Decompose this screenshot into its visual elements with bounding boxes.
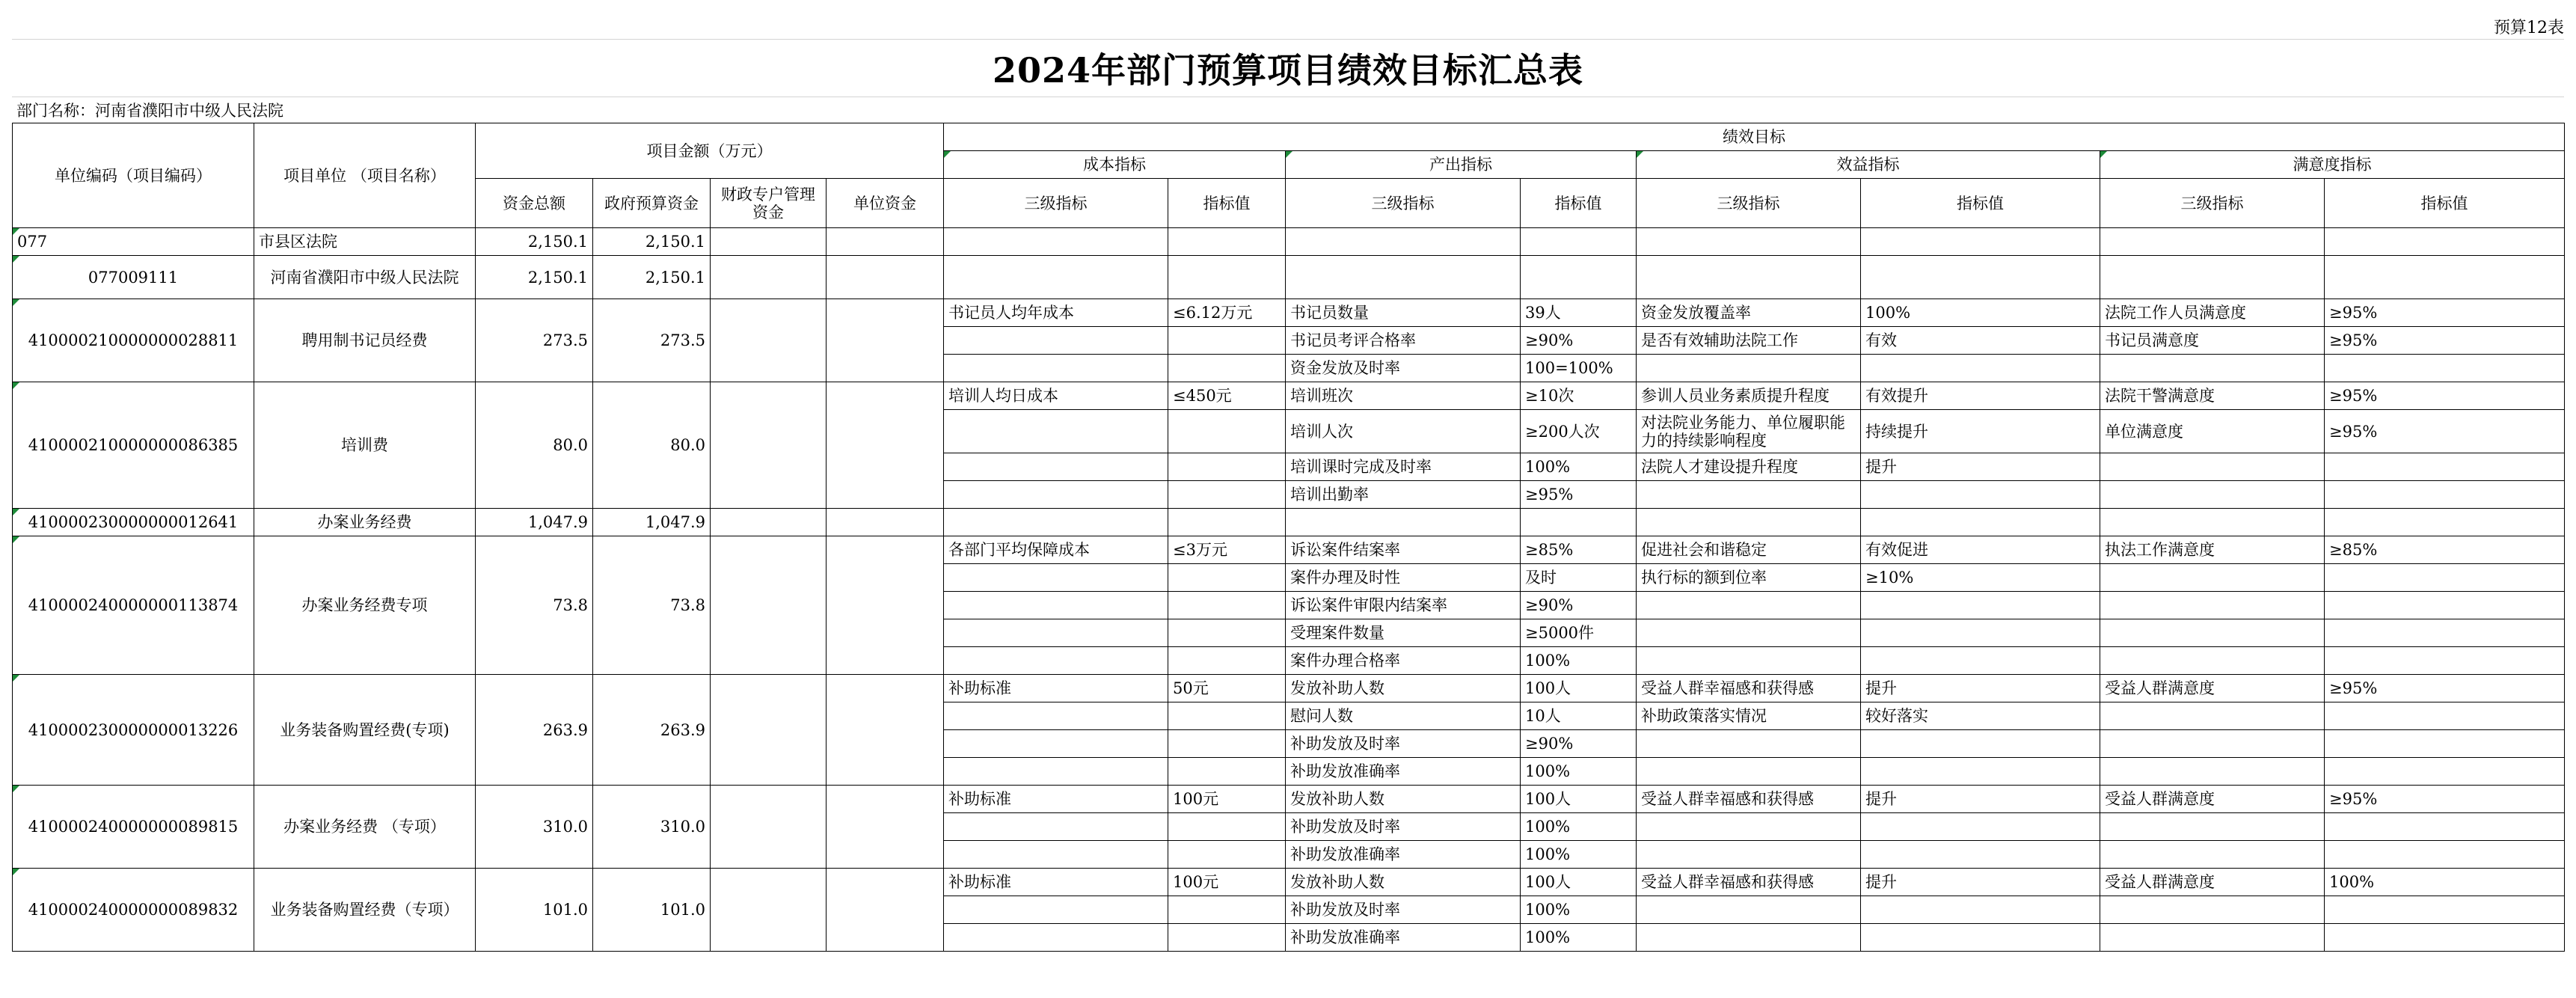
- header-cost-value: 指标值: [1168, 179, 1286, 228]
- indicator-benefit-l3: [1637, 592, 1861, 619]
- indicator-sat-value: ≥85%: [2325, 536, 2565, 564]
- unit-funds-cell: [827, 869, 944, 952]
- total-amount-cell: 101.0: [476, 869, 593, 952]
- gov-funds-cell: 1,047.9: [593, 509, 711, 536]
- indicator-sat-l3: [2100, 647, 2325, 675]
- indicator-output-l3: 补助发放准确率: [1286, 924, 1521, 952]
- indicator-sat-l3: [2100, 896, 2325, 924]
- special-funds-cell: [711, 536, 827, 675]
- indicator-output-l3: 诉讼案件审限内结案率: [1286, 592, 1521, 619]
- indicator-sat-value: [2325, 647, 2565, 675]
- indicator-benefit-value: [1861, 841, 2100, 869]
- indicator-cost-l3: [944, 256, 1168, 299]
- indicator-cost-value: [1168, 410, 1286, 453]
- indicator-benefit-value: 持续提升: [1861, 410, 2100, 453]
- indicator-output-value: ≥90%: [1521, 327, 1637, 355]
- table-row: [13, 228, 2565, 256]
- indicator-benefit-value: [1861, 228, 2100, 256]
- title-row: [12, 39, 2564, 97]
- indicator-benefit-l3: [1637, 355, 1861, 382]
- indicator-benefit-value: 100%: [1861, 299, 2100, 327]
- total-amount-cell: 80.0: [476, 382, 593, 509]
- indicator-sat-value: [2325, 453, 2565, 481]
- indicator-output-l3: 培训班次: [1286, 382, 1521, 410]
- indicator-cost-l3: [944, 509, 1168, 536]
- indicator-output-value: 100人: [1521, 869, 1637, 896]
- indicator-benefit-value: [1861, 647, 2100, 675]
- indicator-benefit-l3: [1637, 730, 1861, 758]
- indicator-cost-l3: [944, 813, 1168, 841]
- gov-funds-cell: 310.0: [593, 786, 711, 869]
- indicator-output-l3: 补助发放准确率: [1286, 841, 1521, 869]
- indicator-cost-value: [1168, 481, 1286, 509]
- indicator-cost-value: [1168, 509, 1286, 536]
- table-row: [13, 786, 2565, 813]
- indicator-cost-l3: [944, 896, 1168, 924]
- indicator-cost-value: [1168, 647, 1286, 675]
- total-amount-cell: 263.9: [476, 675, 593, 786]
- indicator-cost-l3: [944, 410, 1168, 453]
- indicator-sat-value: [2325, 564, 2565, 592]
- indicator-sat-value: ≥95%: [2325, 382, 2565, 410]
- indicator-cost-l3: 书记员人均年成本: [944, 299, 1168, 327]
- header-unit-funds: 单位资金: [827, 179, 944, 228]
- indicator-sat-l3: [2100, 841, 2325, 869]
- indicator-output-value: ≥85%: [1521, 536, 1637, 564]
- indicator-benefit-l3: [1637, 619, 1861, 647]
- gov-funds-cell: 263.9: [593, 675, 711, 786]
- unit-name-cell: 河南省濮阳市中级人民法院: [254, 256, 476, 299]
- gov-funds-cell: 273.5: [593, 299, 711, 382]
- header-unit-name: 项目单位 （项目名称）: [254, 123, 476, 228]
- special-funds-cell: [711, 869, 827, 952]
- total-amount-cell: 273.5: [476, 299, 593, 382]
- indicator-benefit-value: [1861, 813, 2100, 841]
- indicator-sat-value: [2325, 813, 2565, 841]
- indicator-output-l3: 案件办理合格率: [1286, 647, 1521, 675]
- indicator-sat-value: [2325, 730, 2565, 758]
- indicator-output-value: 100人: [1521, 786, 1637, 813]
- indicator-sat-l3: [2100, 481, 2325, 509]
- special-funds-cell: [711, 382, 827, 509]
- indicator-cost-value: [1168, 702, 1286, 730]
- unit-funds-cell: [827, 299, 944, 382]
- indicator-sat-l3: [2100, 509, 2325, 536]
- indicator-benefit-value: [1861, 619, 2100, 647]
- unit-funds-cell: [827, 228, 944, 256]
- indicator-benefit-value: 有效: [1861, 327, 2100, 355]
- indicator-output-value: [1521, 509, 1637, 536]
- page-title: 2024年部门预算项目绩效目标汇总表: [992, 50, 1584, 91]
- indicator-output-l3: 诉讼案件结案率: [1286, 536, 1521, 564]
- header-total: 资金总额: [476, 179, 593, 228]
- indicator-cost-value: [1168, 355, 1286, 382]
- indicator-benefit-value: 提升: [1861, 786, 2100, 813]
- total-amount-cell: 2,150.1: [476, 256, 593, 299]
- indicator-benefit-l3: [1637, 256, 1861, 299]
- indicator-sat-value: [2325, 758, 2565, 786]
- indicator-output-value: 10人: [1521, 702, 1637, 730]
- indicator-benefit-l3: 受益人群幸福感和获得感: [1637, 675, 1861, 702]
- unit-funds-cell: [827, 382, 944, 509]
- indicator-benefit-l3: [1637, 481, 1861, 509]
- indicator-sat-value: [2325, 228, 2565, 256]
- indicator-output-value: ≥200人次: [1521, 410, 1637, 453]
- indicator-benefit-l3: [1637, 228, 1861, 256]
- unit-code-cell: 410000230000000013226: [13, 675, 254, 786]
- indicator-cost-l3: [944, 592, 1168, 619]
- indicator-cost-value: [1168, 592, 1286, 619]
- indicator-sat-l3: [2100, 355, 2325, 382]
- indicator-sat-l3: [2100, 228, 2325, 256]
- special-funds-cell: [711, 256, 827, 299]
- indicator-benefit-l3: [1637, 509, 1861, 536]
- indicator-output-l3: 发放补助人数: [1286, 786, 1521, 813]
- indicator-benefit-l3: [1637, 813, 1861, 841]
- indicator-sat-l3: [2100, 564, 2325, 592]
- indicator-benefit-l3: 对法院业务能力、单位履职能力的持续影响程度: [1637, 410, 1861, 453]
- indicator-cost-l3: [944, 355, 1168, 382]
- indicator-benefit-value: [1861, 256, 2100, 299]
- header-output: 产出指标: [1286, 151, 1637, 179]
- indicator-sat-value: 100%: [2325, 869, 2565, 896]
- indicator-cost-l3: [944, 702, 1168, 730]
- indicator-sat-l3: 受益人群满意度: [2100, 675, 2325, 702]
- indicator-sat-l3: 受益人群满意度: [2100, 869, 2325, 896]
- indicator-cost-value: [1168, 758, 1286, 786]
- unit-code-cell: 410000240000000089815: [13, 786, 254, 869]
- table-row: [13, 675, 2565, 702]
- indicator-sat-l3: [2100, 592, 2325, 619]
- indicator-sat-l3: [2100, 256, 2325, 299]
- indicator-cost-value: ≤3万元: [1168, 536, 1286, 564]
- indicator-output-value: 100%: [1521, 813, 1637, 841]
- indicator-benefit-value: [1861, 758, 2100, 786]
- unit-name-cell: 办案业务经费专项: [254, 536, 476, 675]
- table-row: [13, 869, 2565, 896]
- indicator-benefit-l3: 补助政策落实情况: [1637, 702, 1861, 730]
- indicator-benefit-value: [1861, 592, 2100, 619]
- gov-funds-cell: 2,150.1: [593, 228, 711, 256]
- indicator-cost-value: [1168, 327, 1286, 355]
- header-performance: 绩效目标: [944, 123, 2565, 151]
- unit-code-cell: 077009111: [13, 256, 254, 299]
- indicator-cost-l3: [944, 841, 1168, 869]
- indicator-output-value: ≥90%: [1521, 592, 1637, 619]
- indicator-sat-value: ≥95%: [2325, 299, 2565, 327]
- indicator-sat-l3: [2100, 619, 2325, 647]
- indicator-output-l3: 书记员数量: [1286, 299, 1521, 327]
- unit-funds-cell: [827, 536, 944, 675]
- indicator-cost-l3: 补助标准: [944, 786, 1168, 813]
- header-satisfaction-l3: 三级指标: [2100, 179, 2325, 228]
- department-row: [12, 97, 2564, 123]
- indicator-output-l3: 培训出勤率: [1286, 481, 1521, 509]
- indicator-output-value: 100%: [1521, 453, 1637, 481]
- indicator-cost-l3: [944, 619, 1168, 647]
- indicator-cost-value: [1168, 453, 1286, 481]
- indicator-output-value: 39人: [1521, 299, 1637, 327]
- indicator-cost-value: [1168, 896, 1286, 924]
- unit-name-cell: 业务装备购置经费（专项）: [254, 869, 476, 952]
- indicator-benefit-value: [1861, 896, 2100, 924]
- indicator-sat-value: [2325, 702, 2565, 730]
- indicator-sat-l3: [2100, 702, 2325, 730]
- indicator-benefit-l3: [1637, 924, 1861, 952]
- unit-code-cell: 077: [13, 228, 254, 256]
- indicator-cost-l3: [944, 228, 1168, 256]
- indicator-sat-value: ≥95%: [2325, 675, 2565, 702]
- performance-table: [12, 123, 2565, 952]
- indicator-cost-value: [1168, 619, 1286, 647]
- indicator-output-l3: 受理案件数量: [1286, 619, 1521, 647]
- indicator-output-value: 100%: [1521, 758, 1637, 786]
- budget-sheet: [12, 7, 2564, 952]
- indicator-cost-l3: 补助标准: [944, 675, 1168, 702]
- unit-code-cell: 410000240000000089832: [13, 869, 254, 952]
- special-funds-cell: [711, 675, 827, 786]
- indicator-cost-value: [1168, 841, 1286, 869]
- header-output-value: 指标值: [1521, 179, 1637, 228]
- indicator-cost-value: [1168, 924, 1286, 952]
- indicator-benefit-value: 提升: [1861, 869, 2100, 896]
- header-cost-l3: 三级指标: [944, 179, 1168, 228]
- indicator-benefit-l3: 资金发放覆盖率: [1637, 299, 1861, 327]
- gov-funds-cell: 101.0: [593, 869, 711, 952]
- department-name: 部门名称：河南省濮阳市中级人民法院: [16, 102, 283, 120]
- indicator-cost-value: 50元: [1168, 675, 1286, 702]
- indicator-sat-l3: 法院工作人员满意度: [2100, 299, 2325, 327]
- indicator-output-l3: 发放补助人数: [1286, 675, 1521, 702]
- indicator-output-l3: 慰问人数: [1286, 702, 1521, 730]
- table-row: [13, 382, 2565, 410]
- indicator-sat-value: [2325, 592, 2565, 619]
- gov-funds-cell: 80.0: [593, 382, 711, 509]
- table-row: [13, 256, 2565, 299]
- unit-name-cell: 办案业务经费 （专项）: [254, 786, 476, 869]
- indicator-sat-value: [2325, 619, 2565, 647]
- header-cost: 成本指标: [944, 151, 1286, 179]
- gov-funds-cell: 2,150.1: [593, 256, 711, 299]
- unit-code-cell: 410000210000000086385: [13, 382, 254, 509]
- indicator-output-value: 100%: [1521, 841, 1637, 869]
- indicator-output-l3: [1286, 509, 1521, 536]
- indicator-cost-l3: [944, 647, 1168, 675]
- unit-funds-cell: [827, 256, 944, 299]
- indicator-sat-l3: 单位满意度: [2100, 410, 2325, 453]
- indicator-sat-value: [2325, 355, 2565, 382]
- table-row: [13, 299, 2565, 327]
- unit-code-cell: 410000240000000113874: [13, 536, 254, 675]
- indicator-sat-value: [2325, 256, 2565, 299]
- indicator-benefit-value: 有效提升: [1861, 382, 2100, 410]
- indicator-output-l3: 发放补助人数: [1286, 869, 1521, 896]
- indicator-sat-value: ≥95%: [2325, 786, 2565, 813]
- indicator-benefit-l3: [1637, 841, 1861, 869]
- indicator-cost-value: [1168, 730, 1286, 758]
- indicator-sat-l3: [2100, 758, 2325, 786]
- indicator-output-l3: [1286, 256, 1521, 299]
- header-satisfaction-value: 指标值: [2325, 179, 2565, 228]
- indicator-cost-l3: 培训人均日成本: [944, 382, 1168, 410]
- unit-funds-cell: [827, 675, 944, 786]
- indicator-benefit-l3: [1637, 758, 1861, 786]
- indicator-sat-value: [2325, 841, 2565, 869]
- total-amount-cell: 310.0: [476, 786, 593, 869]
- indicator-output-l3: 补助发放及时率: [1286, 730, 1521, 758]
- indicator-benefit-l3: 受益人群幸福感和获得感: [1637, 869, 1861, 896]
- total-amount-cell: 1,047.9: [476, 509, 593, 536]
- header-unit-code: 单位编码（项目编码）: [13, 123, 254, 228]
- indicator-cost-value: 100元: [1168, 869, 1286, 896]
- indicator-benefit-value: 有效促进: [1861, 536, 2100, 564]
- header-output-l3: 三级指标: [1286, 179, 1521, 228]
- indicator-sat-value: ≥95%: [2325, 327, 2565, 355]
- header-special: 财政专户管理资金: [711, 179, 827, 228]
- indicator-output-value: ≥90%: [1521, 730, 1637, 758]
- indicator-output-l3: 培训课时完成及时率: [1286, 453, 1521, 481]
- indicator-sat-l3: 执法工作满意度: [2100, 536, 2325, 564]
- indicator-benefit-l3: [1637, 647, 1861, 675]
- indicator-output-value: 100=100%: [1521, 355, 1637, 382]
- indicator-sat-value: [2325, 481, 2565, 509]
- indicator-sat-value: [2325, 924, 2565, 952]
- table-row: [13, 536, 2565, 564]
- indicator-benefit-l3: 促进社会和谐稳定: [1637, 536, 1861, 564]
- unit-code-cell: 410000230000000012641: [13, 509, 254, 536]
- header-row-1: [13, 123, 2565, 151]
- indicator-sat-value: [2325, 896, 2565, 924]
- header-benefit-l3: 三级指标: [1637, 179, 1861, 228]
- indicator-output-value: 100%: [1521, 896, 1637, 924]
- indicator-output-value: 100人: [1521, 675, 1637, 702]
- special-funds-cell: [711, 509, 827, 536]
- indicator-cost-l3: [944, 327, 1168, 355]
- indicator-benefit-value: [1861, 730, 2100, 758]
- indicator-cost-l3: [944, 564, 1168, 592]
- indicator-benefit-value: [1861, 481, 2100, 509]
- header-benefit-value: 指标值: [1861, 179, 2100, 228]
- unit-funds-cell: [827, 509, 944, 536]
- indicator-sat-l3: [2100, 924, 2325, 952]
- header-amount: 项目金额（万元）: [476, 123, 944, 179]
- special-funds-cell: [711, 228, 827, 256]
- total-amount-cell: 73.8: [476, 536, 593, 675]
- indicator-benefit-l3: [1637, 896, 1861, 924]
- indicator-cost-value: [1168, 564, 1286, 592]
- indicator-benefit-l3: 法院人才建设提升程度: [1637, 453, 1861, 481]
- total-amount-cell: 2,150.1: [476, 228, 593, 256]
- indicator-sat-l3: 书记员满意度: [2100, 327, 2325, 355]
- unit-name-cell: 培训费: [254, 382, 476, 509]
- indicator-cost-l3: [944, 758, 1168, 786]
- indicator-cost-l3: [944, 481, 1168, 509]
- indicator-benefit-value: [1861, 924, 2100, 952]
- indicator-output-value: 100%: [1521, 924, 1637, 952]
- indicator-sat-value: ≥95%: [2325, 410, 2565, 453]
- indicator-sat-value: [2325, 509, 2565, 536]
- indicator-cost-value: [1168, 813, 1286, 841]
- indicator-sat-l3: [2100, 453, 2325, 481]
- indicator-output-l3: 补助发放准确率: [1286, 758, 1521, 786]
- indicator-output-value: [1521, 256, 1637, 299]
- unit-name-cell: 业务装备购置经费(专项): [254, 675, 476, 786]
- indicator-output-l3: 补助发放及时率: [1286, 896, 1521, 924]
- indicator-cost-l3: [944, 730, 1168, 758]
- indicator-benefit-l3: 受益人群幸福感和获得感: [1637, 786, 1861, 813]
- indicator-output-l3: [1286, 228, 1521, 256]
- unit-name-cell: 市县区法院: [254, 228, 476, 256]
- indicator-benefit-value: 较好落实: [1861, 702, 2100, 730]
- indicator-output-value: 100%: [1521, 647, 1637, 675]
- indicator-output-l3: 补助发放及时率: [1286, 813, 1521, 841]
- special-funds-cell: [711, 786, 827, 869]
- indicator-output-l3: 培训人次: [1286, 410, 1521, 453]
- indicator-benefit-value: ≥10%: [1861, 564, 2100, 592]
- indicator-sat-l3: [2100, 730, 2325, 758]
- indicator-output-value: 及时: [1521, 564, 1637, 592]
- indicator-output-l3: 资金发放及时率: [1286, 355, 1521, 382]
- indicator-sat-l3: [2100, 813, 2325, 841]
- indicator-sat-l3: 受益人群满意度: [2100, 786, 2325, 813]
- indicator-cost-value: 100元: [1168, 786, 1286, 813]
- indicator-benefit-l3: 执行标的额到位率: [1637, 564, 1861, 592]
- indicator-cost-l3: 各部门平均保障成本: [944, 536, 1168, 564]
- special-funds-cell: [711, 299, 827, 382]
- header-benefit: 效益指标: [1637, 151, 2100, 179]
- table-row: [13, 509, 2565, 536]
- table-body: [13, 123, 2565, 952]
- indicator-sat-l3: 法院干警满意度: [2100, 382, 2325, 410]
- indicator-output-value: ≥5000件: [1521, 619, 1637, 647]
- indicator-benefit-value: 提升: [1861, 453, 2100, 481]
- indicator-cost-value: ≤450元: [1168, 382, 1286, 410]
- indicator-benefit-value: [1861, 509, 2100, 536]
- indicator-cost-l3: [944, 453, 1168, 481]
- unit-funds-cell: [827, 786, 944, 869]
- indicator-cost-value: [1168, 228, 1286, 256]
- form-number: 预算12表: [2494, 19, 2564, 37]
- indicator-benefit-l3: 参训人员业务素质提升程度: [1637, 382, 1861, 410]
- indicator-cost-l3: [944, 924, 1168, 952]
- indicator-cost-l3: 补助标准: [944, 869, 1168, 896]
- indicator-output-l3: 案件办理及时性: [1286, 564, 1521, 592]
- header-gov: 政府预算资金: [593, 179, 711, 228]
- indicator-benefit-value: 提升: [1861, 675, 2100, 702]
- indicator-output-value: ≥10次: [1521, 382, 1637, 410]
- unit-name-cell: 聘用制书记员经费: [254, 299, 476, 382]
- indicator-benefit-value: [1861, 355, 2100, 382]
- indicator-output-value: ≥95%: [1521, 481, 1637, 509]
- indicator-output-l3: 书记员考评合格率: [1286, 327, 1521, 355]
- indicator-output-value: [1521, 228, 1637, 256]
- header-satisfaction: 满意度指标: [2100, 151, 2565, 179]
- unit-name-cell: 办案业务经费: [254, 509, 476, 536]
- indicator-cost-value: ≤6.12万元: [1168, 299, 1286, 327]
- indicator-cost-value: [1168, 256, 1286, 299]
- unit-code-cell: 410000210000000028811: [13, 299, 254, 382]
- indicator-benefit-l3: 是否有效辅助法院工作: [1637, 327, 1861, 355]
- gov-funds-cell: 73.8: [593, 536, 711, 675]
